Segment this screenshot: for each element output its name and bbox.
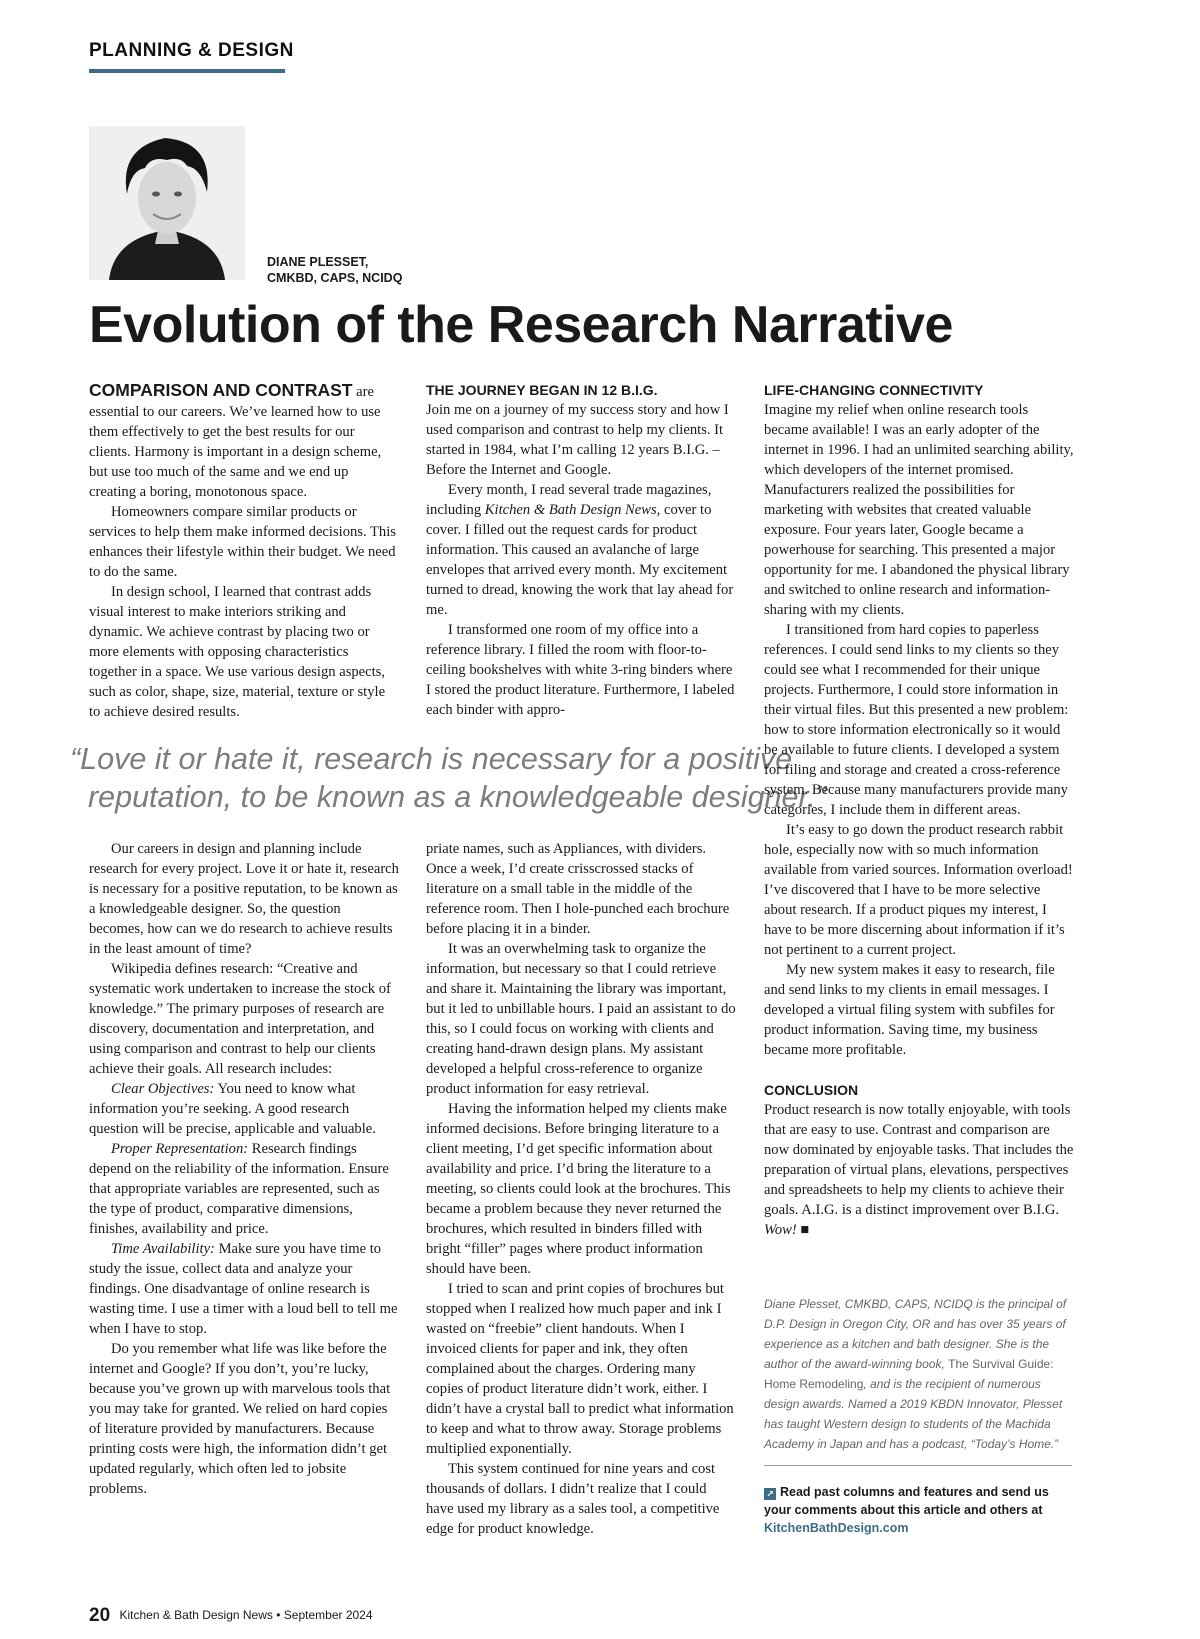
paragraph: My new system makes it easy to research, file and send links to my clients in email messages. I developed a virtual filing system with subfiles for product information. Saving time, my business became more profitable. [764,962,1055,1058]
paragraph: Imagine my relief when online research tools became available! I was an early adopter of the internet in 1996. I had an unlimited searching ability, which developers of the internet promised. Manufacturers realized the possibilities for marketing with websites that created valuable exposure. Four years later, Google became a powerhouse for searching. This presented a major opportunity for me. I abandoned the physical library and switched to online research and information-sharing with my clients. [764,402,1074,618]
paragraph: priate names, such as Appliances, with dividers. Once a week, I’d create crisscrossed stacks of literature on a small table in the middle of the reference room. Then I hole-punched each brochure before placing it in a binder. [426,841,730,937]
paragraph-text: You need to know what information you’re seeking. A good research question will be precise, applicable and valuable. [89,1081,376,1137]
author-credentials: CMKBD, CAPS, NCIDQ [267,271,403,285]
bio-divider [764,1465,1072,1466]
bio-text: Diane Plesset, CMKBD, CAPS, NCIDQ is the principal of D.P. Design in Oregon City, OR and has over 35 years of experience as a kitchen and bath designer. She is the author of the award-winning book, [764,1297,1067,1371]
paragraph [89,1239,399,1339]
term-label: Time Availability: [111,1241,215,1257]
article-headline: Evolution of the Research Narrative [89,296,953,354]
column-3 [764,380,1076,1240]
book-title: The Survival Guide: Home Remodeling [764,1357,1054,1391]
page-number: 20 [89,1605,111,1626]
column-1-top [89,380,399,722]
publication-title: Kitchen & Bath Design News, [484,502,661,518]
paragraph: I transformed one room of my office into a reference library. I filled the room with floor-to- ceiling bookshelves with white 3-ring binders where I stored the product literature. Furthermore, I labeled each binder with appro- [426,622,735,718]
pull-quote-line-2: reputation, to be known as a knowledgeable designer.” [88,780,827,814]
paragraph: Wikipedia defines research: “Creative and systematic work undertaken to increase the stock of knowledge.” The primary purposes of research are discovery, documentation and interpretation, and using comparison and contrast to help our clients achieve their goals. All research includes: [89,961,391,1077]
author-portrait-icon [89,126,245,280]
pull-quote [70,740,827,816]
paragraph-text: Product research is now totally enjoyable, with tools that are easy to use. Contrast and comparison are now dominated by enjoyable tasks. That includes the preparation of virtual plans, elevations, perspectives and spreadsheets to help my clients to achieve their goals. A.I.G. is a distinct improvement over B.I.G. [764,1102,1074,1218]
author-byline [267,254,402,286]
paragraph-text: Make sure you have time to study the issue, collect data and analyze your findings. One disadvantage of online research is wasting time. I use a timer with a loud bell to tell me when I have to stop. [89,1241,398,1337]
paragraph-text: are essential to our careers. We’ve learned how to use them effectively to get the best results for our clients. Harmony is important in a design scheme, but use too much of the same and we end up creating a boring, monotonous space. [89,384,382,500]
bio-text: , and is the recipient of numerous design awards. Named a 2019 KBDN Innovator, Plesset has taught Western design to students of the Machida Academy in Japan and has a podcast, “Today’s Home.” [764,1377,1063,1451]
column-2-top [426,380,736,720]
author-bio [764,1294,1076,1454]
term-label: Proper Representation: [111,1141,249,1157]
paragraph: In design school, I learned that contrast adds visual interest to make interiors striking and dynamic. We achieve contrast by placing two or more elements with opposing characteristics together in a space. We use various design aspects, such as color, shape, size, material, texture or style to achieve desired results. [89,584,386,720]
paragraph: Our careers in design and planning include research for every project. Love it or hate it, research is necessary for a positive reputation, to be known as a knowledgeable designer. So, the question becomes, how can we do research to achieve results in the least amount of time? [89,841,399,957]
arrow-box-icon: ↗ [764,1488,776,1500]
column-2-bottom [426,839,736,1539]
paragraph: It’s easy to go down the product research rabbit hole, especially now with so much information available from varied sources. Information overload! I’ve discovered that I have to be more selective about research. If a product piques my interest, I have to be more discerning about information if it’s not pertinent to a current project. [764,822,1073,958]
section-rule [89,69,285,73]
subhead-conclusion: CONCLUSION [764,1082,859,1098]
closing-word: Wow! [764,1222,797,1238]
term-label: Clear Objectives: [111,1081,215,1097]
column-1-bottom [89,839,399,1499]
subhead-journey: THE JOURNEY BEGAN IN 12 B.I.G. [426,382,658,398]
paragraph [89,380,399,502]
pull-quote-line-1: “Love it or hate it, research is necessary for a positive [70,742,793,776]
paragraph [764,1100,1076,1240]
paragraph-text: Every month, I read several trade magazines, including [426,482,712,518]
paragraph [89,1139,399,1239]
paragraph: This system continued for nine years and cost thousands of dollars. I didn’t realize that I could have used my library as a sales tool, a competitive edge for product knowledge. [426,1461,720,1537]
paragraph [89,1079,399,1139]
call-to-action [764,1483,1076,1537]
paragraph: Having the information helped my clients make informed decisions. Before bringing literature to a client meeting, I’d get specific information about availability and price. I’d bring the literature to a meeting, so clients could look at the brochures. This became a problem because they never returned the brochures, which resulted in binders filled with bright “filler” pages where product information should have been. [426,1101,731,1277]
subhead-connectivity: LIFE-CHANGING CONNECTIVITY [764,382,984,398]
end-mark: ■ [800,1222,810,1238]
paragraph: Do you remember what life was like before the internet and Google? If you don’t, you’re lucky, because you’ve grown up with marvelous tools that you may take for granted. We relied on hard copies of literature provided by manufacturers. Because printing costs were high, the information didn’t get updated regularly, which often led to jobsite problems. [89,1341,391,1497]
paragraph-text: Research findings depend on the reliability of the information. Ensure that appropriate variables are represented, such as the type of product, comparative dimensions, finishes, availability and price. [89,1141,389,1237]
paragraph: It was an overwhelming task to organize the information, but necessary so that I could retrieve and share it. Maintaining the library was important, but it led to unbillable hours. I paid an assistant to do this, so I could focus on working with clients and creating hand-drawn design plans. My assistant developed a helpful cross-reference to organize product information for easy retrieval. [426,941,736,1097]
publication-name: Kitchen & Bath Design News [119,1608,273,1622]
website-link[interactable]: KitchenBathDesign.com [764,1521,909,1535]
lead-in: COMPARISON AND CONTRAST [89,380,353,400]
issue-date: September 2024 [283,1608,373,1622]
author-name: DIANE PLESSET, [267,255,369,269]
page-footer [89,1605,373,1627]
cta-text: Read past columns and features and send us your comments about this article and others at [764,1485,1049,1517]
paragraph: I tried to scan and print copies of brochures but stopped when I realized how much paper and ink I wasted on “freebie” client handouts. When I invoiced clients for paper and ink, they often complained about the charges. Ordering many copies of product literature didn’t work, either. I didn’t have a crystal ball to predict what information to keep and what to throw away. Storage problems multiplied exponentially. [426,1281,734,1457]
paragraph: Join me on a journey of my success story and how I used comparison and contrast to help my clients. It started in 1984, what I’m calling 12 years B.I.G. – Before the Internet and Google. [426,402,729,478]
paragraph: Homeowners compare similar products or services to help them make informed decisions. This enhances their lifestyle within their budget. We need to do the same. [89,504,396,580]
author-photo [89,126,245,280]
section-label: PLANNING & DESIGN [89,40,294,61]
paragraph-text: cover to cover. I filled out the request cards for product information. This caused an avalanche of large envelopes that arrived every month. My excitement turned to dread, knowing the work that lay ahead for me. [426,502,734,618]
footer-separator: • [276,1608,281,1622]
paragraph [426,480,736,620]
paragraph: I transitioned from hard copies to paperless references. I could send links to my clients so they could see what I recommended for their unique projects. Furthermore, I could store information in their virtual files. But this presented a new problem: how to store information electronically so it would be available to future clients. I developed a system for filing and storage and created a cross-reference system. Because many manufacturers provide many categories, I include them in different areas. [764,622,1069,818]
